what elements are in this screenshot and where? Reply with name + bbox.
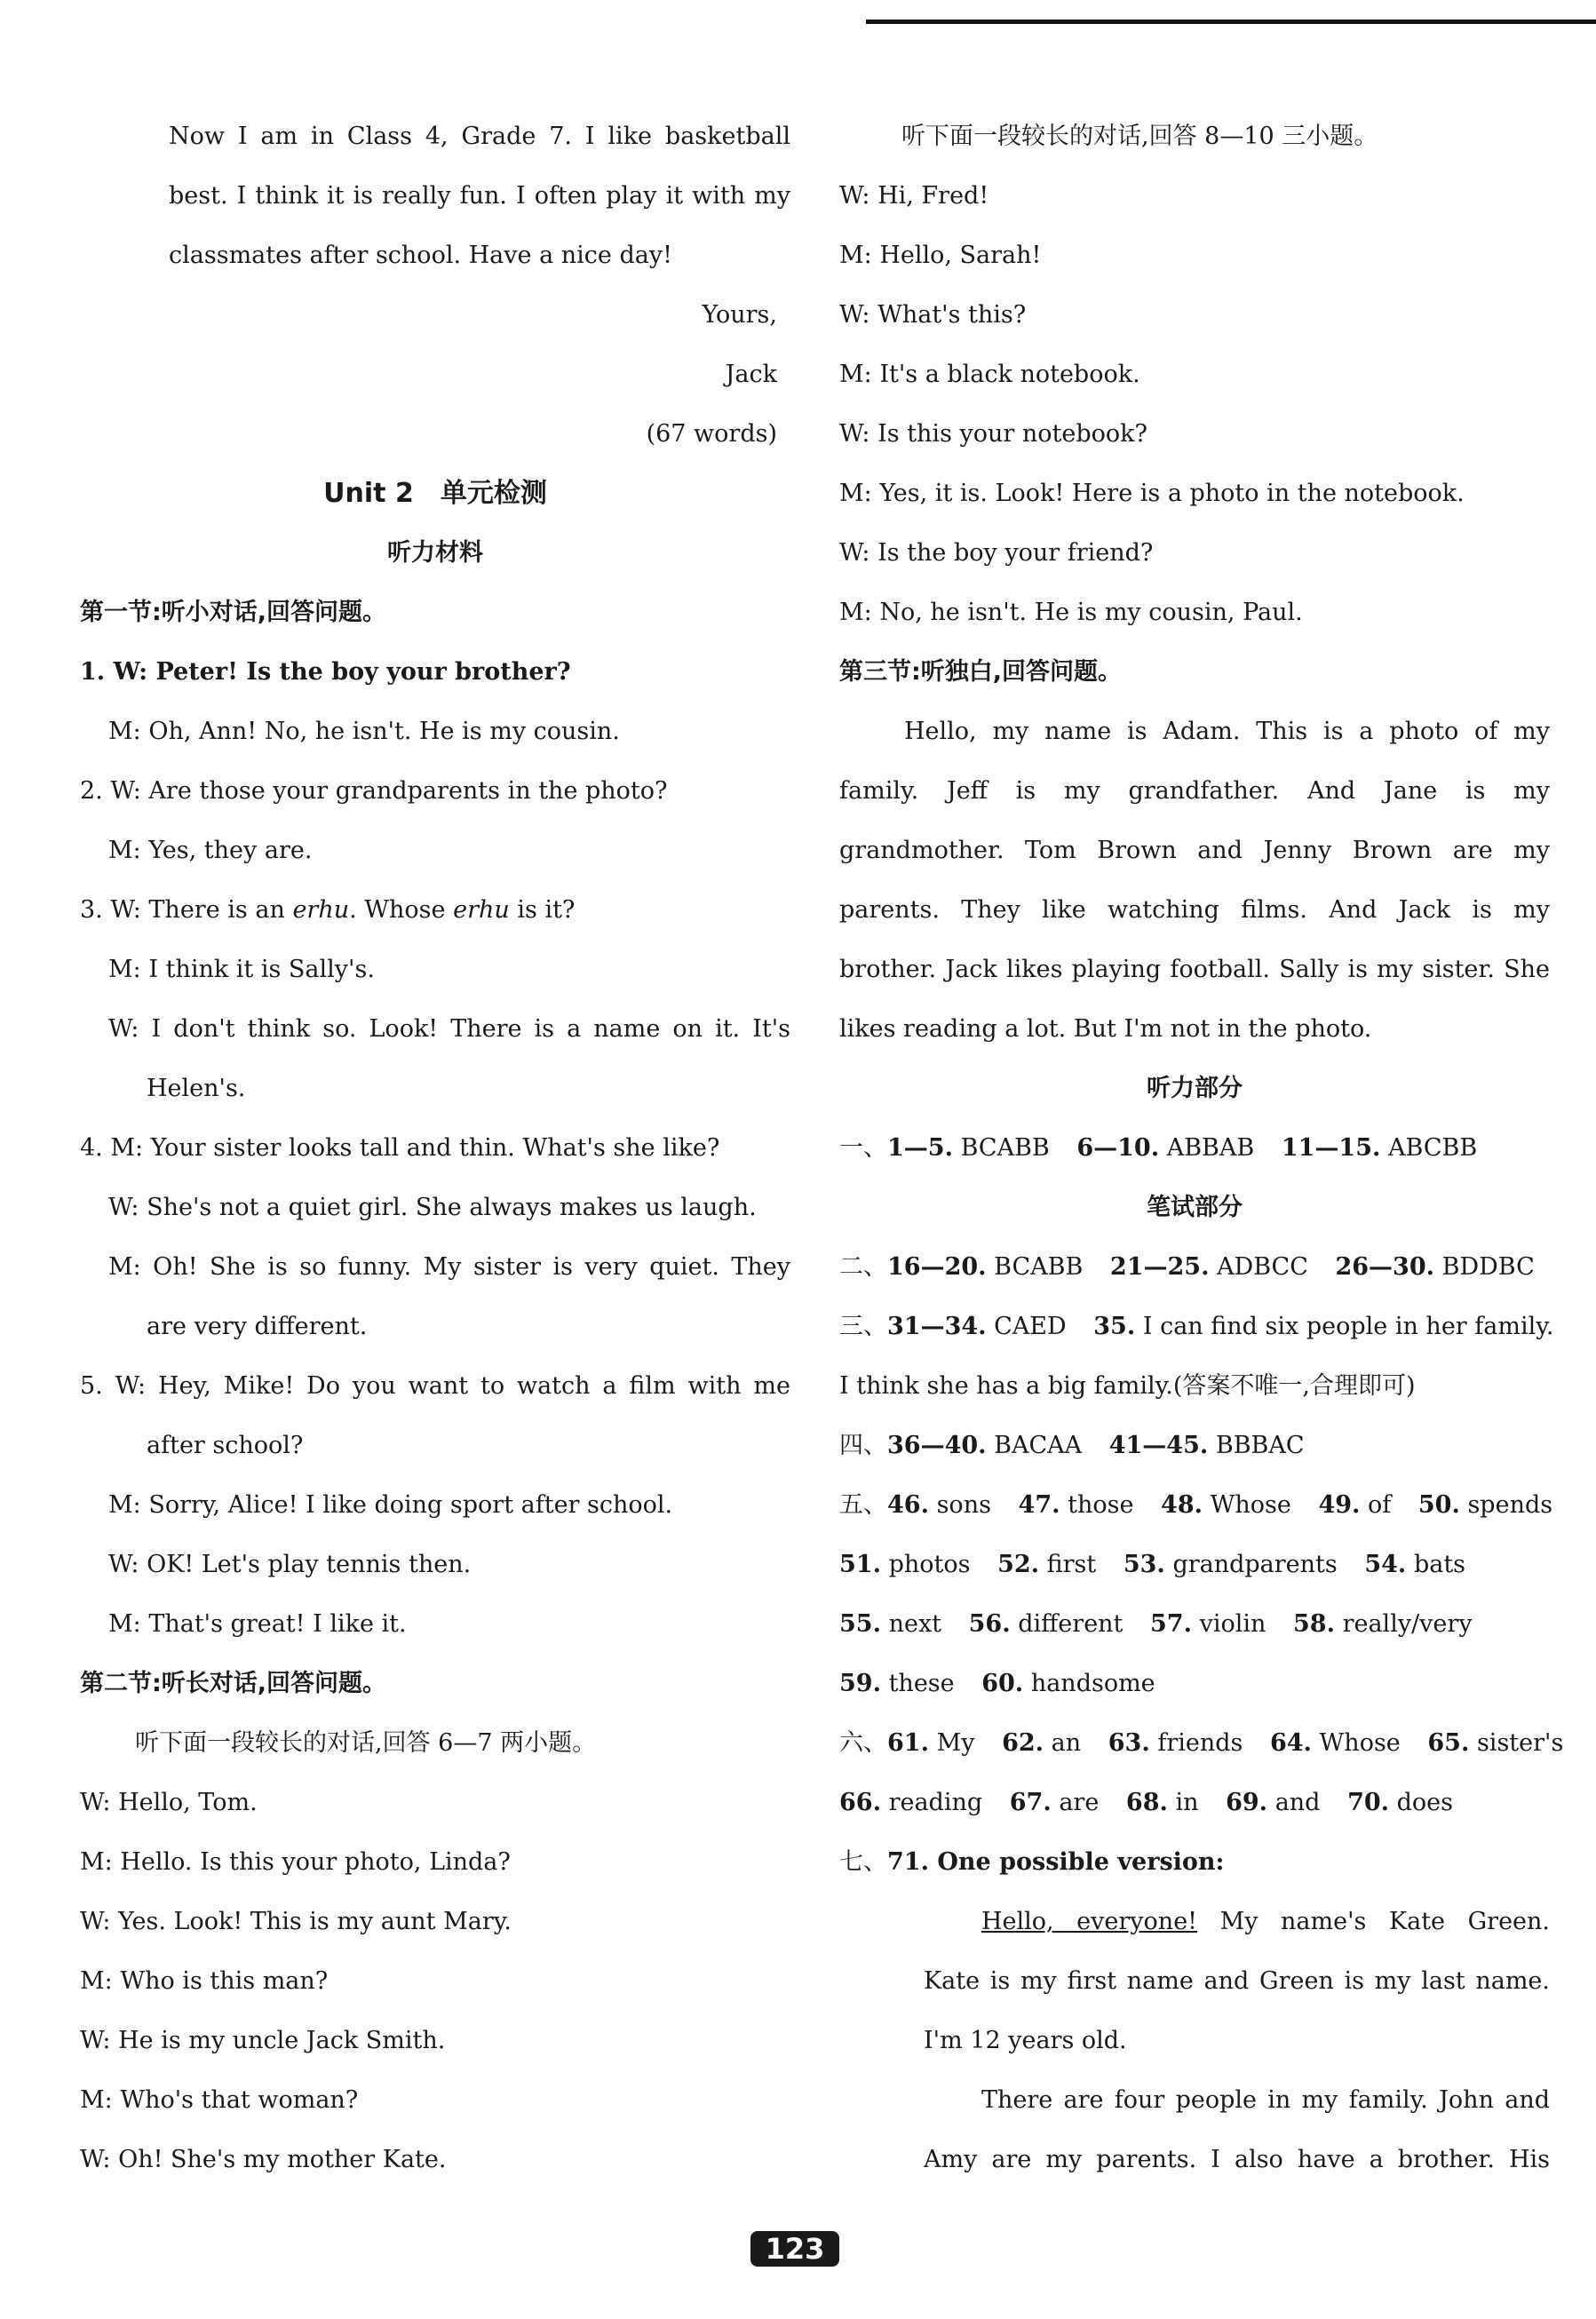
monologue-line: Hello, my name is Adam. This is a photo of my (904, 718, 1550, 745)
essay-line: There are four people in my family. John and (981, 2086, 1550, 2114)
answer-num: 51. (839, 1551, 881, 1578)
essay-line: Amy are my parents. I also have a brother. His (924, 2146, 1550, 2173)
answer-num: 67. (1009, 1789, 1052, 1816)
answer-num: 60. (981, 1670, 1024, 1697)
dialog-line: W: Hi, Fred! (839, 182, 989, 210)
answer-val: ABBAB (1166, 1134, 1255, 1162)
answer-val: spends (1467, 1491, 1553, 1519)
answer-num: 46. (887, 1491, 929, 1519)
answer-val: photos (888, 1551, 971, 1578)
dialog-line: W: What's this? (839, 301, 1027, 329)
q3-w-part: . Whose (349, 896, 446, 924)
answer-num: 66. (839, 1789, 881, 1816)
answer-val: and (1274, 1789, 1321, 1816)
answer-val: violin (1199, 1610, 1266, 1638)
answer-val: BCABB (960, 1134, 1050, 1162)
dialog-line: M: Who is this man? (80, 1967, 329, 1995)
answer-num: 11—15. (1281, 1134, 1381, 1162)
answer-row-3 (839, 1297, 1554, 1356)
listening-material-title: 听力材料 (387, 539, 483, 567)
dialog-line: W: Oh! She's my mother Kate. (80, 2146, 447, 2173)
letter-sign-off: Yours, (702, 301, 777, 329)
answer-val: Whose (1210, 1491, 1291, 1519)
answer-val: first (1046, 1551, 1097, 1578)
answer-val: BDDBC (1441, 1253, 1535, 1281)
q3-erhu: erhu (453, 896, 510, 924)
written-part-title: 笔试部分 (1147, 1194, 1243, 1221)
essay-greeting: Hello, everyone! (981, 1908, 1198, 1935)
q3-m: M: I think it is Sally's. (108, 956, 375, 983)
answer-val: reading (888, 1789, 983, 1816)
answer-num: 53. (1123, 1551, 1165, 1578)
answer-prefix: 二、 (839, 1253, 887, 1281)
answer-val: these (888, 1670, 955, 1697)
q3-w-part: 3. W: There is an (80, 896, 285, 924)
answer-row-5d (839, 1654, 1550, 1713)
answer-num: 69. (1226, 1789, 1268, 1816)
answer-val: BBBAC (1215, 1432, 1305, 1459)
q5-w2: W: OK! Let's play tennis then. (108, 1551, 472, 1578)
answer-val: My (936, 1729, 975, 1757)
answer-prefix: 五、 (839, 1491, 887, 1519)
answer-val: BCABB (994, 1253, 1084, 1281)
answer-num: 26—30. (1335, 1253, 1435, 1281)
q4-m2-cont: are very different. (147, 1313, 368, 1340)
answer-num: 47. (1018, 1491, 1060, 1519)
monologue-line: grandmother. Tom Brown and Jenny Brown are my (839, 837, 1550, 864)
left-column (80, 107, 790, 2189)
answer-num: 16—20. (887, 1253, 987, 1281)
dialog-line: M: It's a black notebook. (839, 361, 1140, 388)
answer-num: 6—10. (1076, 1134, 1160, 1162)
answer-num: 21—25. (1109, 1253, 1210, 1281)
answer-num: 1—5. (887, 1134, 953, 1162)
listening-part-title: 听力部分 (1147, 1075, 1243, 1102)
answer-num: 49. (1318, 1491, 1361, 1519)
answer-val: handsome (1030, 1670, 1155, 1697)
dialog-line: M: Hello, Sarah! (839, 242, 1042, 269)
q4-m: 4. M: Your sister looks tall and thin. What's she like? (80, 1134, 720, 1162)
answer-val: friends (1157, 1729, 1243, 1757)
answer-num: 54. (1364, 1551, 1407, 1578)
answer-val: ABCBB (1387, 1134, 1478, 1162)
answer-val: does (1396, 1789, 1454, 1816)
answer-prefix: 三、 (839, 1313, 887, 1340)
answer-num: 64. (1269, 1729, 1312, 1757)
monologue-line: brother. Jack likes playing football. Sally is my sister. She (839, 956, 1550, 983)
monologue-line: family. Jeff is my grandfather. And Jane is my (839, 777, 1550, 805)
answer-val: I can find six people in her family. (1142, 1313, 1554, 1340)
essay-text: My name's Kate Green. (1219, 1908, 1550, 1935)
right-column (839, 107, 1564, 2189)
monologue-line: likes reading a lot. But I'm not in the photo. (839, 1015, 1372, 1043)
answer-prefix: 七、 (839, 1848, 887, 1876)
answer-num: 50. (1417, 1491, 1460, 1519)
unit-title: Unit 2 单元检测 (323, 478, 547, 509)
answer-val: sons (936, 1491, 991, 1519)
section2-intro: 听下面一段较长的对话,回答 6—7 两小题。 (135, 1729, 597, 1757)
page-number: 123 (750, 2231, 839, 2267)
answer-val: are (1059, 1789, 1100, 1816)
answer-prefix: 一、 (839, 1134, 887, 1162)
answer-num: 48. (1161, 1491, 1203, 1519)
answer-row-6a (839, 1713, 1564, 1773)
answer-num: 35. (1093, 1313, 1136, 1340)
q4-w: W: She's not a quiet girl. She always makes us laugh. (108, 1194, 757, 1221)
answer-row-1 (839, 1118, 1550, 1178)
q3-w (80, 880, 790, 940)
answer-num: 55. (839, 1610, 881, 1638)
monologue-line: parents. They like watching films. And Jack is my (839, 896, 1550, 924)
answer-num: 61. (887, 1729, 929, 1757)
q4-m2: M: Oh! She is so funny. My sister is very quiet. They (108, 1253, 790, 1281)
dialog-line: M: No, he isn't. He is my cousin, Paul. (839, 599, 1303, 626)
answer-val: sister's (1476, 1729, 1564, 1757)
top-rule (866, 20, 1596, 24)
dialog-line: M: Hello. Is this your photo, Linda? (80, 1848, 511, 1876)
answer-row-2 (839, 1237, 1550, 1297)
dialog-line: W: Is the boy your friend? (839, 539, 1154, 567)
dialog-line: W: Hello, Tom. (80, 1789, 258, 1816)
dialog-line: W: Yes. Look! This is my aunt Mary. (80, 1908, 512, 1935)
section3-title: 第三节:听独白,回答问题。 (839, 658, 1123, 686)
answer-num: 62. (1002, 1729, 1044, 1757)
answer-num: 41—45. (1108, 1432, 1209, 1459)
answer-row-6b (839, 1773, 1550, 1832)
q3-erhu: erhu (292, 896, 350, 924)
answer-val: those (1068, 1491, 1134, 1519)
answer-num: 31—34. (887, 1313, 987, 1340)
q3-w-part: is it? (517, 896, 576, 924)
q1-w-text: 1. W: Peter! Is the boy your brother? (80, 658, 571, 686)
q5-w: 5. W: Hey, Mike! Do you want to watch a film with me (80, 1372, 790, 1400)
section1-title: 第一节:听小对话,回答问题。 (80, 599, 387, 626)
letter-line: Now I am in Class 4, Grade 7. I like basketball (169, 123, 790, 150)
q5-m2: M: That's great! I like it. (108, 1610, 407, 1638)
answer-val: next (888, 1610, 942, 1638)
letter-line: classmates after school. Have a nice day! (169, 242, 672, 269)
answer-row-5b (839, 1535, 1550, 1594)
answer-num: 36—40. (887, 1432, 987, 1459)
dialog2-intro: 听下面一段较长的对话,回答 8—10 三小题。 (901, 123, 1378, 150)
answer-num: 65. (1427, 1729, 1470, 1757)
dialog-line: W: He is my uncle Jack Smith. (80, 2027, 446, 2054)
answer-prefix: 四、 (839, 1432, 887, 1459)
answer-num: 63. (1108, 1729, 1150, 1757)
dialog-line: W: Is this your notebook? (839, 420, 1147, 448)
answer-row-4 (839, 1416, 1550, 1475)
essay-line (839, 1892, 1550, 1951)
answer-val: really/very (1342, 1610, 1473, 1638)
essay-line: Kate is my first name and Green is my last name. (924, 1967, 1550, 1995)
answer-val: ADBCC (1217, 1253, 1308, 1281)
answer-val: Whose (1319, 1729, 1401, 1757)
answer-num: 57. (1150, 1610, 1192, 1638)
q2-m: M: Yes, they are. (108, 837, 313, 864)
answer-label: 71. One possible version: (887, 1848, 1225, 1876)
answer-num: 52. (997, 1551, 1040, 1578)
answer-val: BACAA (994, 1432, 1083, 1459)
answer-val: an (1051, 1729, 1082, 1757)
answer-val: bats (1413, 1551, 1466, 1578)
q1-m: M: Oh, Ann! No, he isn't. He is my cousin. (108, 718, 620, 745)
dialog-line: M: Yes, it is. Look! Here is a photo in the notebook. (839, 480, 1465, 507)
answer-num: 59. (839, 1670, 881, 1697)
dialog-line: M: Who's that woman? (80, 2086, 359, 2114)
answer-row-3-cont: I think she has a big family.(答案不唯一,合理即可) (839, 1372, 1416, 1400)
answer-row-7 (839, 1832, 1550, 1892)
answer-num: 56. (968, 1610, 1011, 1638)
q3-w2: W: I don't think so. Look! There is a name on it. It's (108, 1015, 790, 1043)
answer-val: of (1368, 1491, 1392, 1519)
letter-line: best. I think it is really fun. I often play it with my (169, 182, 790, 210)
answer-num: 68. (1125, 1789, 1168, 1816)
q2-w: 2. W: Are those your grandparents in the photo? (80, 777, 668, 805)
letter-signature: Jack (725, 361, 777, 388)
q1-w (80, 642, 790, 702)
answer-row-5a (839, 1475, 1553, 1535)
q3-w2-cont: Helen's. (147, 1075, 246, 1102)
answer-val: CAED (994, 1313, 1067, 1340)
q5-w-cont: after school? (147, 1432, 304, 1459)
word-count: (67 words) (646, 420, 777, 448)
q5-m: M: Sorry, Alice! I like doing sport after school. (108, 1491, 673, 1519)
answer-num: 70. (1347, 1789, 1390, 1816)
answer-prefix: 六、 (839, 1729, 887, 1757)
section2-title: 第二节:听长对话,回答问题。 (80, 1670, 387, 1697)
answer-row-5c (839, 1594, 1550, 1654)
answer-val: grandparents (1172, 1551, 1338, 1578)
answer-val: in (1175, 1789, 1199, 1816)
essay-line: I'm 12 years old. (924, 2027, 1127, 2054)
answer-val: different (1018, 1610, 1124, 1638)
answer-num: 58. (1293, 1610, 1335, 1638)
